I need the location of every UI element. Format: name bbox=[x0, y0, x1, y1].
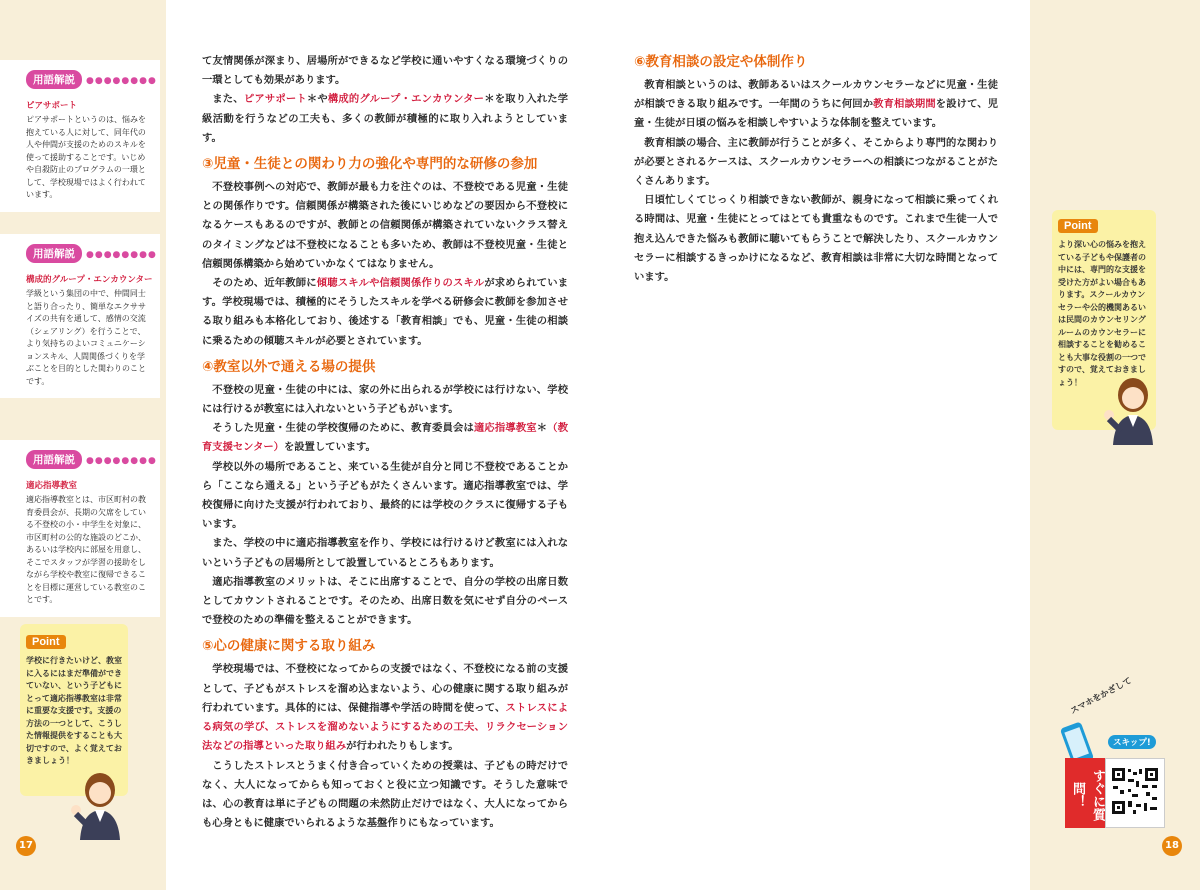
dots-decoration: ●●●●●●●● bbox=[86, 250, 157, 260]
emphasis-text: 教育相談期間 bbox=[873, 98, 936, 111]
page-number: 18 bbox=[1162, 836, 1182, 856]
glossary-tag: 用語解説 bbox=[26, 70, 82, 89]
emphasis-text: （教育支援センター） bbox=[202, 422, 569, 454]
section-heading-6: ⑥教育相談の設定や体制作り bbox=[634, 54, 808, 70]
glossary-term-body: ピアサポートというのは、悩みを抱えている人に対して、同年代の人や仲間が支援のためのスキルを使って援助することです。いじめや自殺防止のプログラムの一環として、学校現場ではよく行われています。 bbox=[26, 115, 146, 199]
left-column bbox=[202, 52, 568, 833]
qr-code-area bbox=[1060, 675, 1170, 825]
emphasis-text: 傾聴スキルや信頼関係作りのスキル bbox=[316, 277, 485, 290]
paragraph: 日頃忙しくてじっくり相談できない教師が、親身になって相談に乗ってくれる時間は、児童・生徒にとってはとても貴重なものです。これまで生徒一人で抱え込んできた悩みも教師に聴いてもらうことで解決したり、スクールカウンセラーに相談するきっかけになるなど、教育相談は非常に大切な時間となっています。 bbox=[634, 194, 998, 284]
section-heading-4: ④教室以外で通える場の提供 bbox=[202, 358, 376, 375]
paragraph: 学校現場では、不登校になってからの支援ではなく、不登校になる前の支援として、子どもがストレスを溜め込まないよう、心の健康に関する取り組みが行われています。具体的には、保健指導や学活の時間を使って、ストレスによる病気の学び、ストレスを溜めないようにするための工夫、リラクセーション法などの指導といった取り組みが行われたりもします。 bbox=[202, 663, 568, 753]
paragraph: そのため、近年教師に傾聴スキルや信頼関係作りのスキルが求められています。学校現場では、積極的にそうしたスキルを学べる研修会に教師を参加させる取り組みも本格化しており、後述する「教育相談」でも、児童・生徒の相談に乗るための傾聴スキルが必要とされています。 bbox=[202, 277, 569, 347]
glossary-adaptive-classroom bbox=[0, 440, 160, 617]
section-heading-5: ⑤心の健康に関する取り組み bbox=[202, 638, 376, 655]
emphasis-text: 適応指導教室 bbox=[473, 422, 537, 435]
point-tag: Point bbox=[1058, 219, 1098, 233]
paragraph: そうした児童・生徒の学校復帰のために、教育委員会は適応指導教室＊（教育支援センター）を設置しています。 bbox=[202, 422, 569, 454]
skip-button: スキップ! bbox=[1108, 735, 1156, 749]
point-tag: Point bbox=[26, 635, 66, 649]
dots-decoration: ●●●●●●●● bbox=[86, 456, 157, 466]
dots-decoration: ●●●●●●●● bbox=[86, 76, 157, 86]
right-column bbox=[634, 52, 998, 287]
paragraph: て友情関係が深まり、居場所ができるなど学校に通いやすくなる環境づくりの一環としても効果があります。 bbox=[202, 55, 568, 87]
paragraph: 教育相談というのは、教師あるいはスクールカウンセラーなどに児童・生徒が相談できる取り組みです。一年間のうちに何回か教育相談期間を設けて、児童・生徒が日頃の悩みを相談しやすいような体制を整えています。 bbox=[634, 79, 999, 130]
paragraph: 適応指導教室のメリットは、そこに出席することで、自分の学校の出席日数としてカウントされることです。そのため、出席日数を気にせず自分のペースで登校のための準備を整えることができます。 bbox=[202, 575, 568, 627]
point-body: 学校に行きたいけど、教室に入るにはまだ準備ができていない、という子どもにとって適応指導教室は非常に重要な支援です。支援の方法の一つとして、こうした情報提供をすることも大切ですので、よく覚えておきましょう！ bbox=[26, 656, 122, 765]
qr-code-icon bbox=[1105, 758, 1165, 828]
paragraph: 不登校事例への対応で、教師が最も力を注ぐのは、不登校である児童・生徒との関係作りです。信頼関係が構築された後にいじめなどの要因から不登校になるケースもあるのですが、教師との信頼関係が構築されていないクラス替えのタイミングなどは不登校になることも多いため、教師は不登校児童・生徒と信頼関係構築から始めていかなくてはなりません。 bbox=[202, 181, 568, 270]
page-number: 17 bbox=[16, 836, 36, 856]
glossary-encounter bbox=[0, 234, 160, 398]
glossary-tag: 用語解説 bbox=[26, 450, 82, 469]
emphasis-text: ストレスによる病気の学び、ストレスを溜めないようにするための工夫、リラクセーション法などの指導といった取り組み bbox=[202, 701, 568, 753]
glossary-peer-support bbox=[0, 60, 160, 212]
woman-illustration-icon bbox=[62, 770, 132, 840]
emphasis-text: ピアサポート bbox=[243, 93, 307, 106]
section-heading-3: ③児童・生徒との関わり力の強化や専門的な研修の参加 bbox=[202, 156, 538, 173]
qr-caption: スマホをかざして bbox=[1068, 675, 1134, 717]
paragraph: こうしたストレスとうまく付き合っていくための授業は、子どもの時だけでなく、大人になってからも知っておくと役に立つ知識です。そうした意味では、心の教育は単に子どもの問題の未然防止だけではなく、大人になってからも心身ともに健康でいられるような基盤作りにもなっています。 bbox=[202, 759, 568, 830]
woman-illustration-icon bbox=[1095, 375, 1165, 445]
emphasis-text: 構成的グループ・エンカウンター bbox=[327, 93, 485, 106]
paragraph: 不登校の児童・生徒の中には、家の外に出られるが学校には行けない、学校には行けるが教室には入れないという子どもがいます。 bbox=[202, 383, 568, 416]
paragraph: また、ピアサポート＊や構成的グループ・エンカウンター＊を取り入れた学級活動を行うなどの工夫も、多くの教師が積極的に取り入れようとしています。 bbox=[202, 93, 569, 144]
point-body: より深い心の悩みを抱えている子どもや保護者の中には、専門的な支援を受けた方がよい場合もあります。スクールカウンセラーや公的機関あるいは民間のカウンセリングルームのカウンセラーに相談することを勧めることも大事な役割の一つですので、覚えておきましょう！ bbox=[1058, 240, 1146, 387]
paragraph: また、学校の中に適応指導教室を作り、学校には行けるけど教室には入れないという子どもの居場所として設置しているところもあります。 bbox=[202, 537, 568, 569]
glossary-term-name: 適応指導教室 bbox=[26, 481, 78, 491]
glossary-term-name: ピアサポート bbox=[26, 101, 78, 111]
paragraph: 教育相談の場合、主に教師が行うことが多く、そこからより専門的な関わりが必要とされるケースは、スクールカウンセラーへの相談につながることがたくさんあります。 bbox=[634, 136, 998, 188]
glossary-term-name: 構成的グループ・エンカウンター bbox=[26, 275, 153, 285]
glossary-tag: 用語解説 bbox=[26, 244, 82, 263]
paragraph: 学校以外の場所であること、来ている生徒が自分と同じ不登校であることから「ここなら通える」という子どもがたくさんいます。適応指導教室では、学校復帰に向けた支援が行われており、最終的には学校のクラスに復帰する子もいます。 bbox=[202, 460, 568, 531]
glossary-term-body: 学級という集団の中で、仲間同士と語り合ったり、簡単なエクササイズの共有を通して、感情の交流（シェアリング）を行うことで、より気持ちのよいコミュニケーションスキル、人間関係づくりを学ぶことを目的とした関わりのことです。 bbox=[26, 289, 146, 386]
ask-now-label: すぐに質問！ bbox=[1065, 758, 1107, 828]
glossary-term-body: 適応指導教室とは、市区町村の教育委員会が、長期の欠席をしている不登校の小・中学生を対象に、市区町村の公的な施設のどこか、あるいは学校内に部屋を用意し、そこでスタッフが学習の援助をしながら学校や教室に復帰できることを目標に運営している教室のことです。 bbox=[26, 495, 146, 604]
